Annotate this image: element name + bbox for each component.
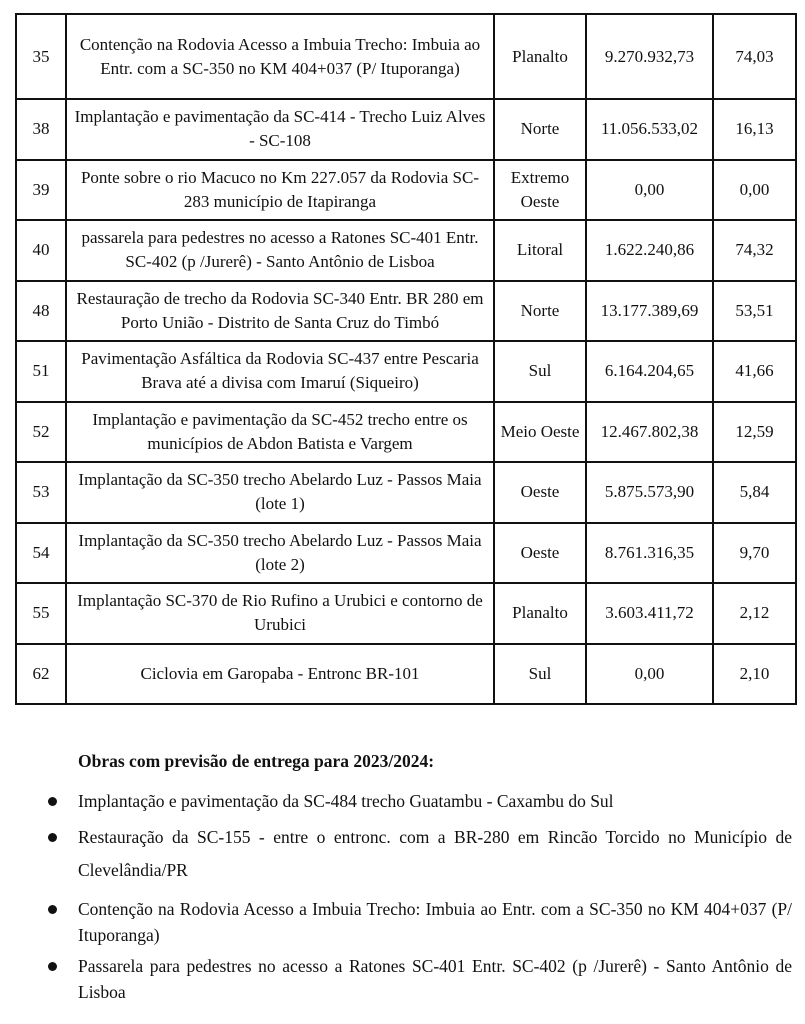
work-id: 39	[16, 160, 66, 221]
table-row	[16, 462, 796, 523]
bullet-icon	[48, 833, 57, 842]
work-percent: 2,12	[713, 583, 796, 644]
table-row	[16, 402, 796, 463]
work-region: Norte	[494, 281, 586, 342]
work-id: 48	[16, 281, 66, 342]
bullet-icon	[48, 797, 57, 806]
work-id: 35	[16, 14, 66, 99]
work-value: 1.622.240,86	[586, 220, 713, 281]
work-percent: 5,84	[713, 462, 796, 523]
work-id: 51	[16, 341, 66, 402]
section-title: Obras com previsão de entrega para 2023/2024:	[78, 751, 435, 771]
work-description: Implantação SC-370 de Rio Rufino a Urubici e contorno de Urubici	[66, 583, 494, 644]
work-percent: 2,10	[713, 644, 796, 705]
work-description: Ponte sobre o rio Macuco no Km 227.057 da Rodovia SC-283 município de Itapiranga	[66, 160, 494, 221]
table-row	[16, 583, 796, 644]
work-description: Implantação da SC-350 trecho Abelardo Luz - Passos Maia (lote 1)	[66, 462, 494, 523]
bullet-icon	[48, 905, 57, 914]
work-description: Contenção na Rodovia Acesso a Imbuia Trecho: Imbuia ao Entr. com a SC-350 no KM 404+037 (P/ Ituporanga)	[66, 14, 494, 99]
work-region: Planalto	[494, 583, 586, 644]
table-row	[16, 160, 796, 221]
work-value: 3.603.411,72	[586, 583, 713, 644]
work-id: 38	[16, 99, 66, 160]
work-percent: 74,03	[713, 14, 796, 99]
work-percent: 9,70	[713, 523, 796, 584]
table-row	[16, 99, 796, 160]
table-row	[16, 281, 796, 342]
work-id: 52	[16, 402, 66, 463]
work-id: 53	[16, 462, 66, 523]
work-description: Implantação e pavimentação da SC-452 trecho entre os municípios de Abdon Batista e Vargem	[66, 402, 494, 463]
work-region: Meio Oeste	[494, 402, 586, 463]
work-value: 6.164.204,65	[586, 341, 713, 402]
work-description: Pavimentação Asfáltica da Rodovia SC-437 entre Pescaria Brava até a divisa com Imaruí (Siqueiro)	[66, 341, 494, 402]
table-row	[16, 523, 796, 584]
work-percent: 74,32	[713, 220, 796, 281]
work-percent: 12,59	[713, 402, 796, 463]
work-value: 13.177.389,69	[586, 281, 713, 342]
work-percent: 0,00	[713, 160, 796, 221]
work-region: Norte	[494, 99, 586, 160]
work-value: 9.270.932,73	[586, 14, 713, 99]
work-id: 54	[16, 523, 66, 584]
work-region: Planalto	[494, 14, 586, 99]
work-percent: 41,66	[713, 341, 796, 402]
table-row	[16, 341, 796, 402]
bullet-icon	[48, 962, 57, 971]
work-region: Oeste	[494, 523, 586, 584]
work-percent: 53,51	[713, 281, 796, 342]
table-row	[16, 14, 796, 99]
table-row	[16, 644, 796, 705]
list-item-text: Contenção na Rodovia Acesso a Imbuia Trecho: Imbuia ao Entr. com a SC-350 no KM 404+037 (P/ Ituporanga)	[78, 899, 792, 945]
work-description: Ciclovia em Garopaba - Entronc BR-101	[66, 644, 494, 705]
work-id: 55	[16, 583, 66, 644]
work-value: 5.875.573,90	[586, 462, 713, 523]
work-value: 0,00	[586, 160, 713, 221]
work-value: 12.467.802,38	[586, 402, 713, 463]
work-description: passarela para pedestres no acesso a Ratones SC-401 Entr. SC-402 (p /Jurerê) - Santo Antônio de Lisboa	[66, 220, 494, 281]
work-region: Litoral	[494, 220, 586, 281]
work-region: Extremo Oeste	[494, 160, 586, 221]
work-region: Sul	[494, 644, 586, 705]
work-value: 0,00	[586, 644, 713, 705]
work-value: 11.056.533,02	[586, 99, 713, 160]
works-table	[15, 13, 797, 705]
work-value: 8.761.316,35	[586, 523, 713, 584]
work-id: 40	[16, 220, 66, 281]
work-description: Restauração de trecho da Rodovia SC-340 Entr. BR 280 em Porto União - Distrito de Santa Cruz do Timbó	[66, 281, 494, 342]
work-id: 62	[16, 644, 66, 705]
work-percent: 16,13	[713, 99, 796, 160]
list-item-text: Implantação e pavimentação da SC-484 trecho Guatambu - Caxambu do Sul	[78, 791, 614, 811]
list-item-text: Restauração da SC-155 - entre o entronc. com a BR-280 em Rincão Torcido no Município de Clevelândia/PR	[78, 827, 792, 880]
work-region: Oeste	[494, 462, 586, 523]
list-item-text: Passarela para pedestres no acesso a Ratones SC-401 Entr. SC-402 (p /Jurerê) - Santo Antônio de Lisboa	[78, 956, 792, 1002]
work-region: Sul	[494, 341, 586, 402]
work-description: Implantação e pavimentação da SC-414 - Trecho Luiz Alves - SC-108	[66, 99, 494, 160]
work-description: Implantação da SC-350 trecho Abelardo Luz - Passos Maia (lote 2)	[66, 523, 494, 584]
table-row	[16, 220, 796, 281]
